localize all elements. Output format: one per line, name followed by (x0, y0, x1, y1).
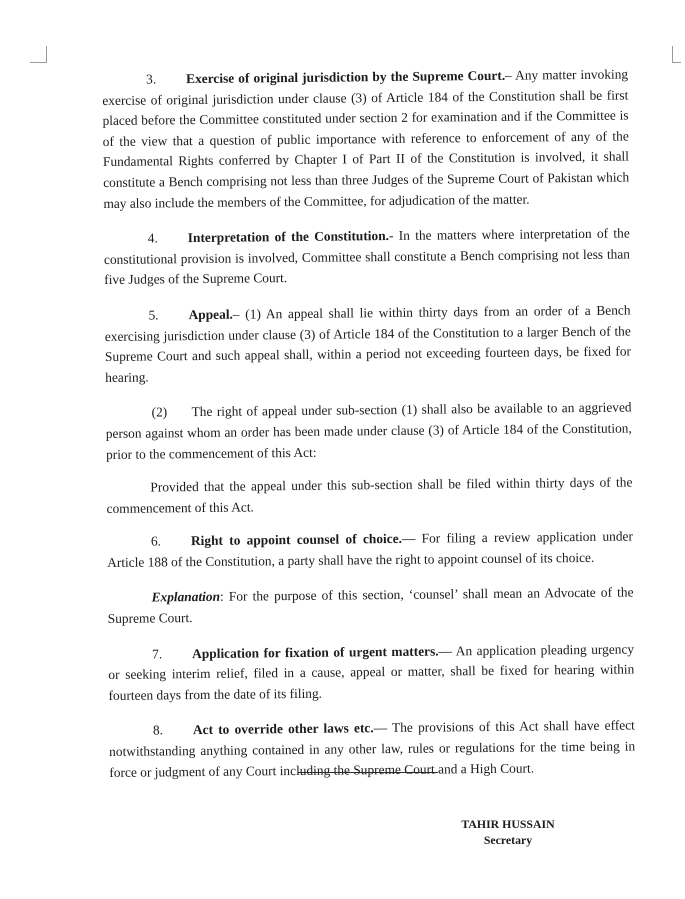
section-number: 3. (146, 71, 157, 87)
section-heading: Exercise of original jurisdiction by the Supreme Court. (186, 67, 506, 87)
proviso (106, 473, 632, 520)
crop-mark-top-right (672, 46, 681, 63)
section-7 (108, 639, 635, 706)
section-6 (107, 527, 633, 574)
section-number: 7. (152, 646, 163, 662)
explanation-text: : For the purpose of this section, ‘counsel’ shall mean an Advocate of the Supreme Court. (107, 584, 634, 627)
explanation (107, 583, 633, 630)
subsection-number: (2) (151, 404, 168, 420)
section-text: - In the matters where interpretation of the constitutional provision is involved, Committee shall constitute a Bench comprising not less than five Judges of the Supreme Court. (103, 225, 631, 288)
section-heading: Right to appoint counsel of choice. (190, 531, 403, 549)
section-3 (102, 64, 629, 214)
explanation-label: Explanation (151, 589, 221, 605)
section-heading: Act to override other laws etc. (192, 720, 374, 738)
section-heading: Appeal. (188, 306, 233, 323)
section-text: — For filing a review application under Article 188 of the Constitution, a party shall have the right to appoint counsel of its choice. (107, 528, 633, 570)
section-text: The right of appeal under sub-section (1) shall also be available to an aggrieved person against whom an order has been made under clause (3) of Article 184 of the Constitution, prior to the commencement of this Act: (105, 399, 632, 462)
section-text: – (1) An appeal shall lie within thirty days from an order of a Bench exercising jurisdiction under clause (3) of Article 184 of the Constitution to a larger Bench of the Supreme Court and such appeal shall, within a period not exceeding fourteen days, be fixed for hearing. (104, 302, 632, 385)
section-text: – Any matter invoking exercise of original jurisdiction under clause (3) of Article 184 of the Constitution shall be first placed before the Committee constituted under section 2 for examination and if the Committee is of the view that a question of public importance with reference to enforcement of any of the Fundamental Rights conferred by Chapter I of Part II of the Constitution is involved, it shall constitute a Bench comprising not less than three Judges of the Supreme Court of Pakistan which may also include the members of the Committee, for adjudication of the matter. (102, 66, 630, 211)
section-8 (109, 716, 636, 783)
section-heading: Application for fixation of urgent matters. (192, 643, 439, 661)
section-5 (104, 300, 631, 388)
section-number: 8. (152, 722, 164, 738)
section-number: 6. (150, 533, 162, 549)
section-5-subsection-2 (105, 398, 632, 465)
signature-block (440, 816, 576, 848)
crop-mark-top-left (30, 46, 47, 63)
signatory-title: Secretary (483, 833, 533, 847)
proviso-text: Provided that the appeal under this sub-section shall be filed within thirty days of the commencement of this Act. (106, 474, 633, 516)
section-number: 5. (148, 307, 159, 323)
signature-rule (298, 772, 438, 773)
document-body (102, 64, 635, 783)
section-text: — An application pleading urgency or seeking interim relief, filed in a cause, appeal or matter, shall be fixed for hearing within fourteen days from the date of its filing. (108, 641, 635, 703)
section-text: — The provisions of this Act shall have effect notwithstanding anything contained in any other law, rules or regulations for the time being in force or judgment of any Court including the Supreme Court and a High Court. (109, 717, 636, 780)
signatory-name: TAHIR HUSSAIN (461, 817, 555, 831)
section-number: 4. (147, 230, 158, 246)
section-heading: Interpretation of the Constitution. (187, 228, 390, 246)
section-4 (104, 224, 631, 291)
